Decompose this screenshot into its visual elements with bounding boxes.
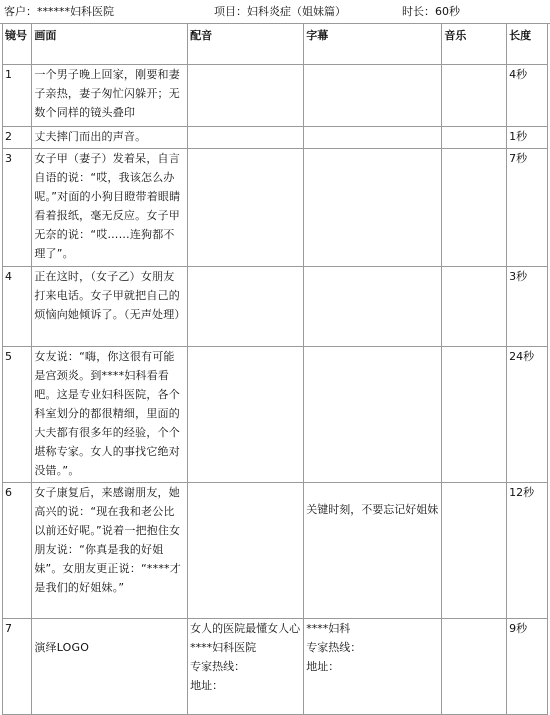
row-scene [32,619,188,715]
row-caption-text: 关键时刻，不要忘记好姐妹 [306,503,439,516]
row-num: 5 [2,347,32,483]
row-voice [188,127,304,149]
row-num: 3 [2,149,32,267]
row-voice [188,65,304,127]
row-music [442,149,507,267]
row-caption [304,267,442,347]
row-voice [188,267,304,347]
row-num: 7 [2,619,32,715]
table-row [2,65,548,127]
row-music [442,127,507,149]
column-header-voice: 配音 [188,24,304,65]
row-music [442,347,507,483]
row-caption: ****妇科 专家热线： 地址： [304,619,442,715]
row-caption [304,483,442,619]
row-scene-text: 演绎LOGO [34,641,90,654]
row-length: 7秒 [507,149,548,267]
row-scene: 女子康复后，来感谢朋友，她高兴的说：“现在我和老公比以前还好呢。”说着一把抱住女朋友说：“你真是我的好姐妹”。女朋友更正说：“****才是我们的好姐妹。” [32,483,188,619]
row-music [442,619,507,715]
table-header-row [2,24,548,65]
row-caption [304,65,442,127]
row-scene: 女子甲（妻子）发着呆，自言自语的说：“哎，我该怎么办呢。”对面的小狗目瞪带着眼睛看着报纸，毫无反应。女子甲无奈的说：“哎……连狗都不理了”。 [32,149,188,267]
row-length: 3秒 [507,267,548,347]
duration-label: 时长：60秒 [402,5,460,18]
row-num: 2 [2,127,32,149]
column-header-music: 音乐 [442,24,507,65]
row-num: 4 [2,267,32,347]
table-row [2,483,548,619]
table-row [2,619,548,715]
row-num: 6 [2,483,32,619]
row-voice [188,483,304,619]
table-row [2,149,548,267]
column-header-length: 长度 [507,24,548,65]
project-label: 项目：妇科炎症（姐妹篇） [214,5,346,18]
row-length: 12秒 [507,483,548,619]
row-length: 24秒 [507,347,548,483]
row-length: 1秒 [507,127,548,149]
client-label: 客户：******妇科医院 [4,5,114,18]
row-music [442,65,507,127]
row-caption [304,347,442,483]
storyboard-table [2,24,548,715]
document-header [0,0,550,24]
row-voice [188,347,304,483]
row-scene: 正在这时，（女子乙）女朋友打来电话。女子甲就把自己的烦恼向她倾诉了。（无声处理） [32,267,188,347]
table-row [2,127,548,149]
row-voice: 女人的医院最懂女人心 ****妇科医院 专家热线： 地址： [188,619,304,715]
row-length: 4秒 [507,65,548,127]
row-music [442,267,507,347]
row-voice [188,149,304,267]
table-row [2,347,548,483]
table-row [2,267,548,347]
row-scene: 一个男子晚上回家，刚要和妻子亲热，妻子匆忙闪躲开；无数个同样的镜头叠印 [32,65,188,127]
row-scene: 丈夫摔门而出的声音。 [32,127,188,149]
column-header-num: 镜号 [2,24,32,65]
row-music [442,483,507,619]
row-caption [304,127,442,149]
column-header-scene: 画面 [32,24,188,65]
column-header-caption: 字幕 [304,24,442,65]
row-length: 9秒 [507,619,548,715]
row-num: 1 [2,65,32,127]
row-scene: 女友说：“嗨，你这很有可能是宫颈炎。到****妇科看看吧。这是专业妇科医院，各个科室划分的都很精细，里面的大夫都有很多年的经验，个个堪称专家。女人的事找它绝对没错。”。 [32,347,188,483]
row-caption [304,149,442,267]
